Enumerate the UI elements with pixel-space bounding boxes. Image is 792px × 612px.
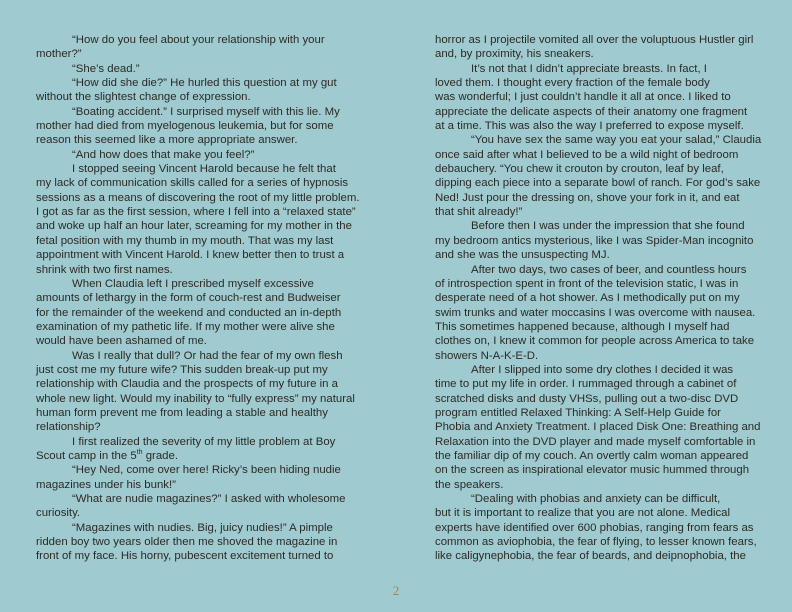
text-line: After two days, two cases of beer, and countless hours — [471, 263, 747, 276]
text-line: scratched disks and dusty VHSs, pulling out a two-disc DVD — [435, 392, 739, 405]
text-line: relationship with Claudia and the prospects of my future in a — [36, 378, 339, 391]
text-line: I got as far as the first session, where I fell into a “relaxed state” — [36, 206, 356, 219]
text-line: relationship? — [36, 421, 101, 434]
text-line: “She’s dead.” — [72, 62, 140, 75]
left-text-column — [36, 33, 358, 564]
text-line: time to put my life in order. I rummaged through a cabinet of — [435, 378, 737, 391]
text-line: was wonderful; I just couldn’t handle it all at once. I liked to — [435, 91, 731, 104]
text-line: debauchery. “You chew it crouton by crouton, leaf by leaf, — [435, 163, 724, 176]
text-line: Phobia and Anxiety Treatment. I placed Disk One: Breathing and — [435, 421, 761, 434]
text-line: I stopped seeing Vincent Harold because he felt that — [72, 163, 336, 176]
text-line: program entitled Relaxed Thinking: A Self-Help Guide for — [435, 406, 721, 419]
text-line: of introspection spent in front of the television static, I was in — [435, 277, 739, 290]
text-line: Ned! Just pour the dressing on, shove your fork in it, and eat — [435, 191, 740, 204]
text-line: that shit already!” — [435, 206, 523, 219]
text-line: my lack of communication skills called for a series of hypnosis — [36, 177, 349, 190]
text-line: front of my face. His horny, pubescent excitement turned to — [36, 550, 334, 563]
text-line: human form prevent me from leading a stable and healthy — [36, 406, 328, 419]
superscript: th — [136, 449, 143, 457]
text-line: It’s not that I didn’t appreciate breasts. In fact, I — [471, 62, 707, 75]
text-line: for the remainder of the weekend and conducted an in-depth — [36, 306, 342, 319]
text-line: once said after what I believed to be a wild night of bedroom — [435, 148, 739, 161]
text-line: “How do you feel about your relationship with your — [72, 34, 325, 46]
text-line: Relaxation into the DVD player and made myself comfortable in — [435, 435, 756, 448]
text-line: Scout camp in the 5th grade. — [36, 449, 178, 462]
text-line: and she was the unsuspecting MJ. — [435, 249, 610, 262]
text-line: “Boating accident.” I surprised myself with this lie. My — [72, 105, 340, 118]
text-line: “Magazines with nudies. Big, juicy nudies!” A pimple — [72, 521, 333, 534]
text-line: “You have sex the same way you eat your salad,” Claudia — [471, 134, 762, 147]
text-line: would have been ashamed of me. — [36, 335, 207, 348]
text-line: whole new light. Would my inability to “fully express” my natural — [36, 392, 355, 405]
text-line: “What are nudie magazines?” I asked with wholesome — [72, 493, 346, 505]
text-line: “And how does that make you feel?” — [72, 148, 255, 161]
text-line: fetal position with my thumb in my mouth. That was my last — [36, 234, 334, 247]
text-line: reason this seemed like a more appropriate answer. — [36, 134, 298, 147]
text-line: horror as I projectile vomited all over the voluptuous Hustler girl — [435, 34, 754, 46]
text-line: Was I really that dull? Or had the fear of my own flesh — [72, 349, 343, 362]
text-line: appointment with Vincent Harold. I knew better then to trust a — [36, 249, 345, 262]
text-line: on the screen as inspirational elevator music hummed through — [435, 464, 750, 477]
text-line: “Dealing with phobias and anxiety can be difficult, — [471, 493, 721, 505]
text-line: showers N-A-K-E-D. — [435, 349, 539, 362]
text-line: “Hey Ned, come over here! Ricky’s been hiding nudie — [72, 464, 341, 477]
text-line: I first realized the severity of my little problem at Boy — [72, 435, 336, 448]
text-line: mother?” — [36, 48, 82, 61]
page-number: 2 — [392, 583, 400, 598]
text-line: the speakers. — [435, 478, 504, 491]
text-line: common as aviophobia, the fear of flying, to lesser known fears, — [435, 536, 757, 549]
text-line: “How did she die?” He hurled this question at my gut — [72, 77, 337, 90]
text-line: mother had died from myelogenous leukemia, but for some — [36, 120, 334, 133]
text-line: After I slipped into some dry clothes I decided it was — [471, 363, 734, 376]
text-line: my bedroom antics mysterious, like I was Spider-Man incognito — [435, 234, 754, 247]
text-line: shrink with two first names. — [36, 263, 173, 276]
text-line: dipping each piece into a separate bowl of ranch. For god’s sake — [435, 177, 761, 190]
text-line: Before then I was under the impression that she found — [471, 220, 745, 233]
text-line: appreciate the delicate aspects of their anatomy one fragment — [435, 105, 748, 118]
right-text-column — [435, 33, 761, 564]
text-line: the familiar dip of my couch. An overtly calm woman appeared — [435, 449, 749, 462]
text-line: and, by proximity, his sneakers. — [435, 48, 594, 61]
text-line: swim trunks and water moccasins I was overcome with nausea. — [435, 306, 756, 319]
text-line: desperate need of a hot shower. As I methodically put on my — [435, 292, 740, 305]
text-line: This sometimes happened because, although I myself had — [435, 320, 730, 333]
text-line: without the slightest change of expression. — [36, 91, 251, 104]
text-line: but it is important to realize that you are not alone. Medical — [435, 507, 731, 520]
text-line: and woke up half an hour later, screaming for my mother in the — [36, 220, 352, 233]
text-line: at a time. This was also the way I preferred to expose myself. — [435, 120, 744, 133]
text-line: like caligynephobia, the fear of beards, and deipnophobia, the — [435, 550, 746, 563]
text-line: curiosity. — [36, 507, 81, 520]
text-line: loved them. I thought every fraction of the female body — [435, 77, 710, 90]
text-line: experts have identified over 600 phobias, ranging from fears as — [435, 521, 754, 534]
text-line: amounts of lethargy in the form of couch-rest and Budweiser — [36, 292, 341, 305]
text-line: examination of my pathetic life. If my mother were alive she — [36, 320, 335, 333]
text-line: magazines under his bunk!” — [36, 478, 176, 491]
text-line: just cost me my future wife? This sudden break-up put my — [36, 363, 328, 376]
text-line: sessions as a means of discovering the root of my little problem. — [36, 191, 360, 204]
text-line: clothes on, I knew it common for people across America to take — [435, 335, 755, 348]
text-line: When Claudia left I prescribed myself excessive — [72, 277, 314, 290]
text-line: ridden boy two years older then me shoved the magazine in — [36, 536, 338, 549]
